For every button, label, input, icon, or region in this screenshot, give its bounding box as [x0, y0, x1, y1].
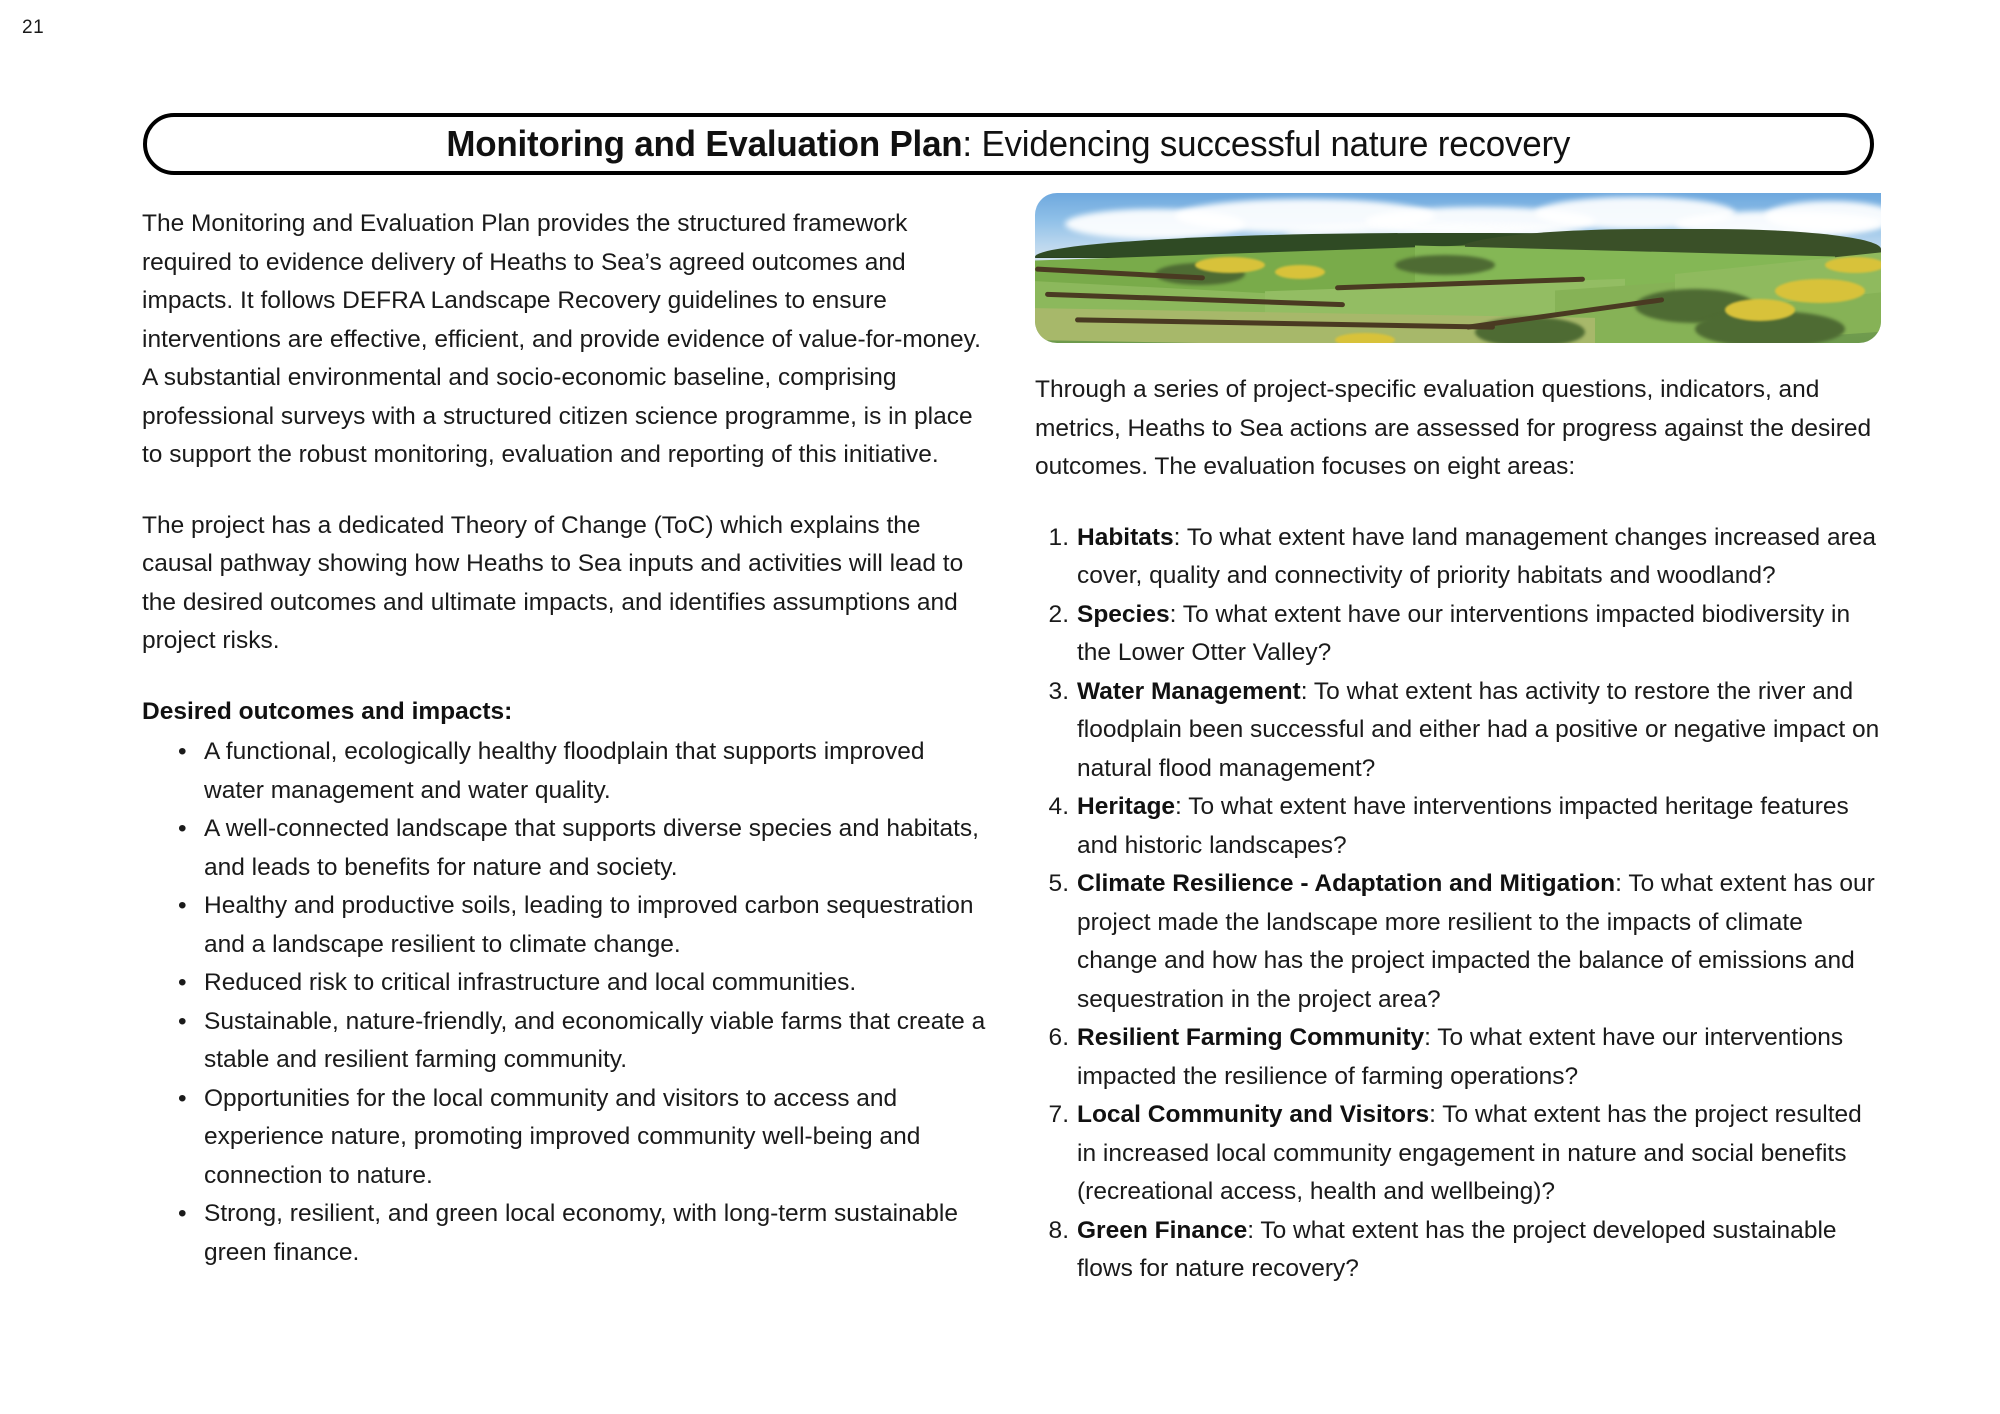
question-term: Local Community and Visitors: [1077, 1101, 1430, 1128]
page-title: [446, 123, 1571, 164]
question-term: Water Management: [1077, 677, 1301, 705]
landscape-photo: [1035, 193, 1881, 343]
list-item: • Reduced risk to critical infrastructure and local communities.: [178, 964, 987, 1003]
gorse-shape: [1335, 333, 1395, 343]
question-text: : To what extent have our interventions impacted the resilience of farming operations?: [1077, 1024, 1844, 1090]
gorse-shape: [1775, 279, 1865, 303]
question-text: : To what extent has our project made the landscape more resilient to the impacts of climate change and how has the project impacted the balance of emissions and sequestration in the project area?: [1077, 870, 1875, 1013]
page-title-banner: [143, 113, 1874, 175]
question-text: : To what extent have our interventions impacted biodiversity in the Lower Otter Valley?: [1077, 600, 1851, 666]
question-text: : To what extent has the project developed sustainable flows for nature recovery?: [1077, 1216, 1837, 1282]
evaluation-questions-list: [1035, 519, 1881, 1289]
list-item: [1035, 1212, 1881, 1289]
list-item: • A well-connected landscape that supports diverse species and habitats, and leads to benefits for nature and society.: [178, 810, 987, 887]
question-term: Heritage: [1077, 793, 1176, 820]
gorse-shape: [1725, 299, 1795, 321]
question-term: Resilient Farming Community: [1077, 1024, 1425, 1051]
list-item: [1035, 865, 1881, 1019]
question-text: : To what extent have interventions impacted heritage features and historic landscapes?: [1077, 793, 1849, 859]
question-term: Species: [1077, 600, 1170, 628]
question-text: : To what extent have land management changes increased area cover, quality and connectivity of priority habitats and woodland?: [1077, 523, 1877, 589]
list-item: • Healthy and productive soils, leading to improved carbon sequestration and a landscape resilient to climate change.: [178, 887, 987, 964]
page-title-rest: : Evidencing successful nature recovery: [962, 123, 1571, 164]
question-text: : To what extent has the project resulted in increased local community engagement in nature and social benefits (recreational access, health and wellbeing)?: [1077, 1101, 1862, 1205]
gorse-shape: [1275, 265, 1325, 279]
question-term: Green Finance: [1077, 1216, 1248, 1244]
right-column: [1035, 205, 1881, 1289]
evaluation-intro-paragraph: Through a series of project-specific evaluation questions, indicators, and metrics, Heaths to Sea actions are assessed for progress against the desired outcomes. The evaluation focuses on eight areas:: [1035, 376, 1872, 480]
gorse-shape: [1825, 257, 1881, 273]
desired-outcomes-list: [142, 733, 987, 1272]
page-number: 21: [22, 17, 45, 38]
list-item: [1035, 673, 1881, 789]
intro-paragraph-2: The project has a dedicated Theory of Change (ToC) which explains the causal pathway showing how Heaths to Sea inputs and activities will lead to the desired outcomes and ultimate impacts, and identifies assumptions and project risks.: [142, 511, 964, 654]
question-term: Habitats: [1077, 523, 1174, 551]
landscape-photo-image: [1035, 193, 1881, 343]
list-item: • Sustainable, nature-friendly, and economically viable farms that create a stable and resilient farming community.: [178, 1003, 987, 1080]
intro-paragraph-1: The Monitoring and Evaluation Plan provides the structured framework required to evidence delivery of Heaths to Sea’s agreed outcomes and impacts. It follows DEFRA Landscape Recovery guidelines to ensure interventions are effective, efficient, and provide evidence of value-for-money. A substantial environmental and socio-economic baseline, comprising professional surveys with a structured citizen science programme, is in place to support the robust monitoring, evaluation and reporting of this initiative.: [142, 210, 981, 468]
left-column: [142, 205, 987, 1272]
page-title-bold: Monitoring and Evaluation Plan: [446, 123, 963, 164]
list-item: [1035, 788, 1881, 865]
desired-outcomes-heading: Desired outcomes and impacts:: [142, 697, 513, 725]
list-item: [1035, 519, 1881, 596]
list-item: [1035, 1019, 1881, 1096]
gorse-shape: [1195, 257, 1265, 273]
scrub-shape: [1395, 255, 1495, 275]
list-item: • Strong, resilient, and green local economy, with long-term sustainable green finance.: [178, 1195, 987, 1272]
list-item: [1035, 1096, 1881, 1212]
question-text: : To what extent has activity to restore the river and floodplain been successful and either had a positive or negative impact on natural flood management?: [1077, 677, 1880, 782]
list-item: • A functional, ecologically healthy floodplain that supports improved water management and water quality.: [178, 733, 987, 810]
question-term: Climate Resilience - Adaptation and Mitigation: [1077, 870, 1616, 897]
list-item: [1035, 596, 1881, 673]
list-item: • Opportunities for the local community and visitors to access and experience nature, promoting improved community well-being and connection to nature.: [178, 1080, 987, 1196]
